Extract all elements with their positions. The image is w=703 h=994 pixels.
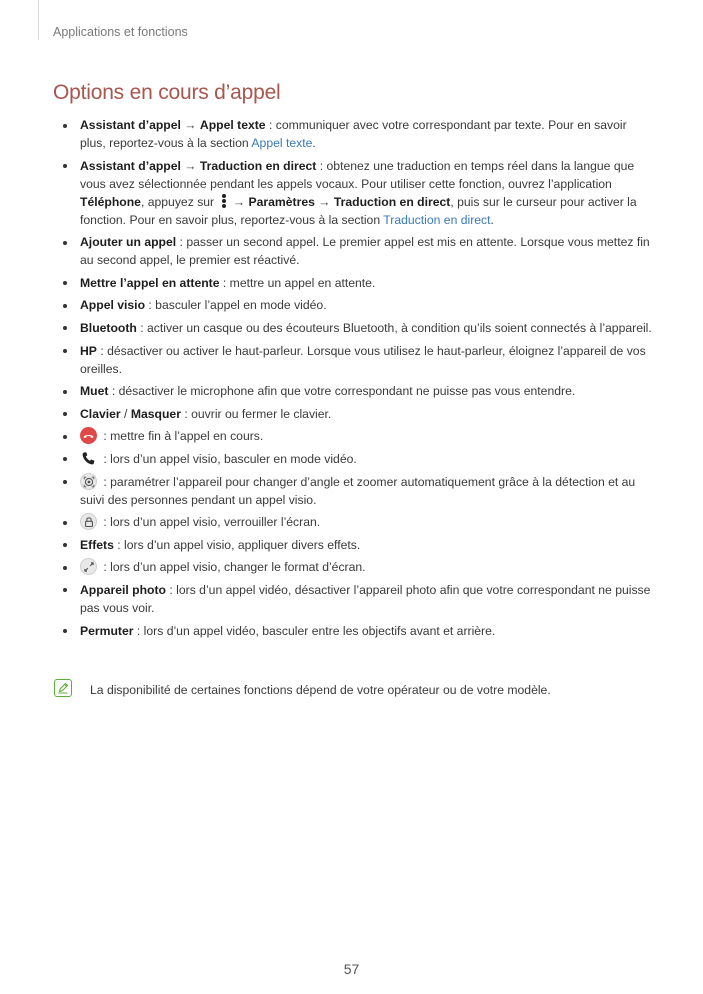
menu-name: Paramètres [248, 194, 315, 209]
note-text: La disponibilité de certaines fonctions dépend de votre opérateur ou de votre modèle. [90, 683, 551, 697]
list-item-lock [54, 513, 654, 531]
option-name: Assistant d’appel [80, 118, 181, 132]
list-item-bluetooth [54, 319, 654, 337]
arrow: → [314, 194, 334, 209]
list-item-appareil-photo [54, 581, 654, 617]
option-description: : obtenez une traduction en temps réel dans la langue que vous avez sélectionnée pendant les appels vocaux. Pour utiliser cette fonction, ouvrez l’application [80, 158, 635, 191]
option-description: : désactiver le microphone afin que votre correspondant ne puisse pas vous entendre. [108, 384, 576, 399]
option-description: : ouvrir ou fermer le clavier. [180, 406, 332, 421]
option-description: : lors d’un appel visio, verrouiller l’écran. [100, 515, 321, 530]
section-header: Applications et fonctions [53, 25, 188, 39]
list-item-effets [54, 536, 654, 554]
screen-format-icon [80, 558, 97, 575]
option-description: : désactiver ou activer le haut-parleur. Lorsque vous utilisez le haut-parleur, éloignez l’appareil de vos oreilles. [80, 343, 646, 376]
availability-note [54, 679, 654, 701]
option-name: Effets [80, 537, 114, 552]
list-item-screen-format [54, 558, 654, 576]
option-description: , puis sur le curseur pour activer la fonction. Pour en savoir plus, reportez-vous à la section [80, 194, 637, 227]
list-item-phone [54, 450, 654, 468]
option-description: : basculer l’appel en mode vidéo. [145, 298, 327, 313]
option-name: Appareil photo [80, 582, 166, 597]
list-item-appel-texte [54, 116, 654, 152]
option-name: Clavier [80, 406, 121, 421]
option-name: Bluetooth [80, 320, 137, 335]
list-item-ajouter-appel [54, 233, 654, 269]
phone-icon [80, 450, 97, 467]
option-name: Permuter [80, 623, 134, 638]
auto-framing-icon [80, 473, 97, 490]
punctuation: . [312, 136, 316, 150]
option-name: Muet [80, 384, 109, 399]
option-description: : communiquer avec votre correspondant par texte. Pour en savoir plus, reportez-vous à la section [80, 118, 627, 150]
page-title: Options en cours d’appel [53, 81, 281, 104]
lock-icon [80, 513, 97, 530]
header-rule [38, 0, 39, 40]
list-item-end-call [54, 427, 654, 445]
option-name: Appel texte [199, 118, 266, 132]
option-description: : activer un casque ou des écouteurs Bluetooth, à condition qu’ils soient connectés à l’appareil. [136, 320, 652, 335]
option-name: Traduction en direct [199, 158, 317, 173]
option-description: : passer un second appel. Le premier appel est mis en attente. Lorsque vous mettez fin au second appel, le premier est réactivé. [80, 235, 650, 268]
list-item-clavier [54, 405, 654, 423]
option-description: : lors d’un appel visio, basculer en mode vidéo. [100, 451, 357, 466]
option-description: : lors d’un appel visio, changer le format d’écran. [100, 560, 366, 575]
option-name: Assistant d’appel [80, 158, 181, 173]
link-appel-texte[interactable]: Appel texte [251, 136, 313, 150]
link-traduction-directe[interactable]: Traduction en direct [383, 212, 491, 227]
option-name: Appel visio [80, 298, 146, 313]
arrow: → [180, 118, 200, 132]
list-item-attente [54, 274, 654, 292]
arrow: → [180, 158, 200, 173]
list-item-hp [54, 342, 654, 378]
menu-name: Traduction en direct [333, 194, 451, 209]
separator: / [120, 406, 131, 421]
option-name: Masquer [130, 406, 181, 421]
option-description: : mettre fin à l’appel en cours. [100, 429, 264, 444]
list-item-auto-framing [54, 473, 654, 509]
option-description: : lors d’un appel visio, appliquer divers effets. [113, 537, 361, 552]
note-icon [54, 679, 72, 697]
option-description: : mettre un appel en attente. [219, 275, 376, 290]
arrow: → [229, 194, 249, 209]
option-description: : paramétrer l’appareil pour changer d’angle et zoomer automatiquement grâce à la détection et au suivi des personnes pendant un appel visio. [80, 474, 636, 507]
punctuation: . [490, 212, 494, 227]
app-name: Téléphone [80, 194, 141, 209]
option-description: , appuyez sur [140, 194, 218, 209]
page-number: 57 [343, 961, 360, 977]
list-item-muet [54, 382, 654, 400]
options-list [54, 116, 654, 644]
end-call-icon [80, 427, 97, 444]
option-name: HP [80, 343, 97, 358]
option-description: : lors d’un appel vidéo, désactiver l’appareil photo afin que votre correspondant ne puisse pas vous voir. [80, 582, 651, 615]
option-name: Mettre l’appel en attente [80, 275, 220, 290]
option-name: Ajouter un appel [80, 235, 177, 250]
list-item-permuter [54, 622, 654, 640]
more-options-icon [220, 193, 228, 209]
list-item-appel-visio [54, 296, 654, 314]
list-item-traduction-directe [54, 157, 654, 229]
option-description: : lors d’un appel vidéo, basculer entre les objectifs avant et arrière. [133, 623, 496, 638]
